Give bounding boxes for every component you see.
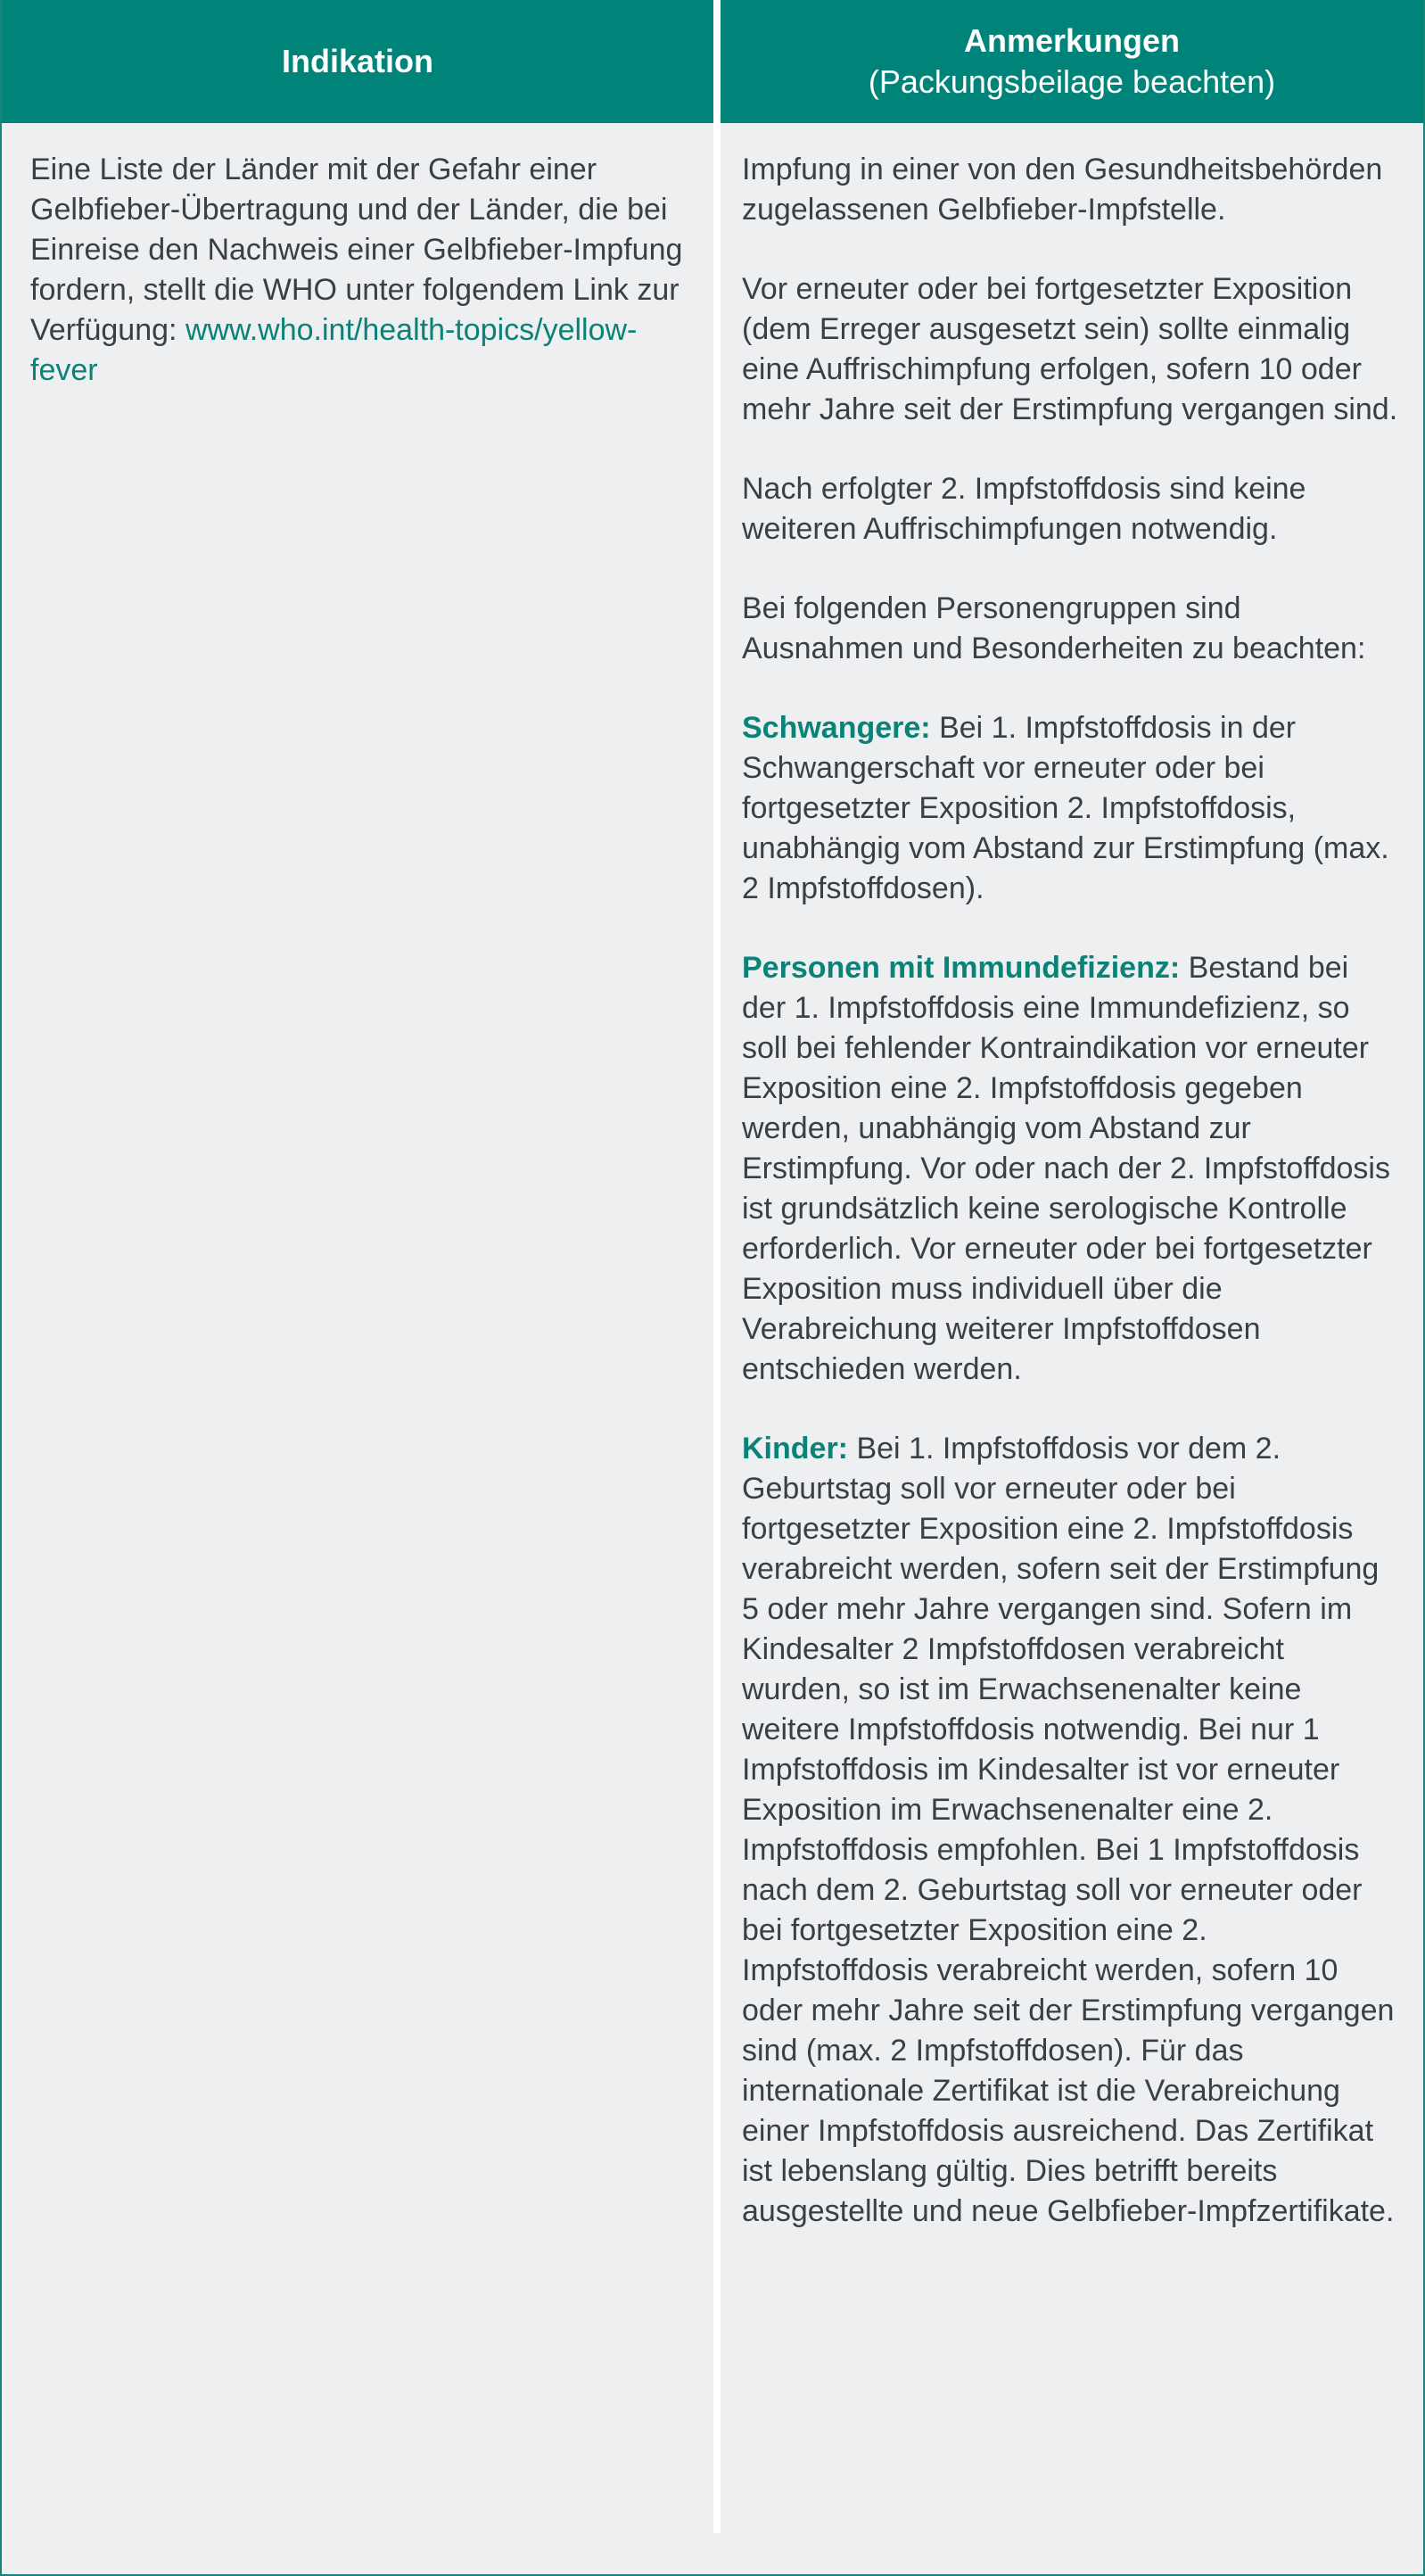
paragraph-kinder bbox=[742, 1429, 1400, 2232]
paragraph-immundefizienz bbox=[742, 948, 1400, 1390]
who-link[interactable]: www.who.int/health-topics/yellow-fever bbox=[30, 313, 638, 387]
header-indikation: Indikation bbox=[282, 43, 433, 79]
kinder-text: Bei 1. Impfstoffdosis vor dem 2. Geburtstag soll vor erneuter oder bei fortgesetzter Exposition eine 2. Impfstoffdosis verabreicht werden, sofern seit der Erstimpfung 5 oder mehr Jahre vergangen sind. Sofern im Kindesalter 2 Impfstoffdosen verabreicht wurden, so ist im Erwachsenenalter keine weitere Impfstoffdosis notwendig. Bei nur 1 Impfstoffdosis im Kindesalter ist vor erneuter Exposition im Erwachsenenalter eine 2. Impfstoffdosis empfohlen. Bei 1 Impfstoffdosis nach dem 2. Geburtstag soll vor erneuter oder bei fortgesetzter Exposition eine 2. Impfstoffdosis verabreicht werden, sofern 10 oder mehr Jahre seit der Erstimpfung vergangen sind (max. 2 Impfstoffdosen). Für das internationale Zertifikat ist die Verabreichung einer Impfstoffdosis ausreichend. Das Zertifikat ist lebenslang gültig. Dies betrifft bereits ausgestellte und neue Gelbfieber-Impfzertifikate. bbox=[742, 1432, 1395, 2228]
header-cell-indikation bbox=[2, 0, 713, 123]
header-cell-anmerkungen bbox=[721, 0, 1423, 123]
table-header bbox=[2, 0, 1423, 123]
header-anmerkungen-title: Anmerkungen bbox=[963, 22, 1181, 59]
paragraph-schwangere bbox=[742, 708, 1400, 909]
column-divider bbox=[713, 0, 721, 2533]
immundefizienz-label: Personen mit Immundefizienz: bbox=[742, 951, 1181, 985]
paragraph-keine-weiteren: Nach erfolgter 2. Impfstoffdosis sind keine weiteren Auffrischimpfungen notwendig. bbox=[742, 472, 1306, 546]
indikation-text: Eine Liste der Länder mit der Gefahr einer Gelbfieber-Übertragung und der Länder, die bei Einreise den Nachweis einer Gelbfieber-Impfung fordern, stellt die WHO unter folgendem Link zur Verfügung: bbox=[30, 153, 683, 347]
schwangere-label: Schwangere: bbox=[742, 711, 931, 745]
paragraph-impfstelle: Impfung in einer von den Gesundheitsbehörden zugelassenen Gelbfieber-Impfstelle. bbox=[742, 153, 1383, 227]
paragraph-auffrischimpfung: Vor erneuter oder bei fortgesetzter Exposition (dem Erreger ausgesetzt sein) sollte einmalig eine Auffrischimpfung erfolgen, sofern 10 oder mehr Jahre seit der Erstimpfung vergangen sind. bbox=[742, 272, 1398, 426]
anmerkungen-cell bbox=[742, 150, 1400, 2271]
schwangere-text: Bei 1. Impfstoffdosis in der Schwangerschaft vor erneuter oder bei fortgesetzter Exposition 2. Impfstoffdosis, unabhängig vom Abstand zur Erstimpfung (max. 2 Impfstoffdosen). bbox=[742, 711, 1389, 905]
header-anmerkungen-subtitle: (Packungsbeilage beachten) bbox=[868, 63, 1276, 100]
indikation-cell bbox=[30, 150, 690, 391]
immundefizienz-text: Bestand bei der 1. Impfstoffdosis eine Immundefizienz, so soll bei fehlender Kontraindikation vor erneuter Exposition eine 2. Impfstoffdosis gegeben werden, unabhängig vom Abstand zur Erstimpfung. Vor oder nach der 2. Impfstoffdosis ist grundsätzlich keine serologische Kontrolle erforderlich. Vor erneuter oder bei fortgesetzter Exposition muss individuell über die Verabreichung weiterer Impfstoffdosen entschieden werden. bbox=[742, 951, 1390, 1386]
kinder-label: Kinder: bbox=[742, 1432, 848, 1466]
paragraph-personengruppen: Bei folgenden Personengruppen sind Ausnahmen und Besonderheiten zu beachten: bbox=[742, 591, 1366, 665]
